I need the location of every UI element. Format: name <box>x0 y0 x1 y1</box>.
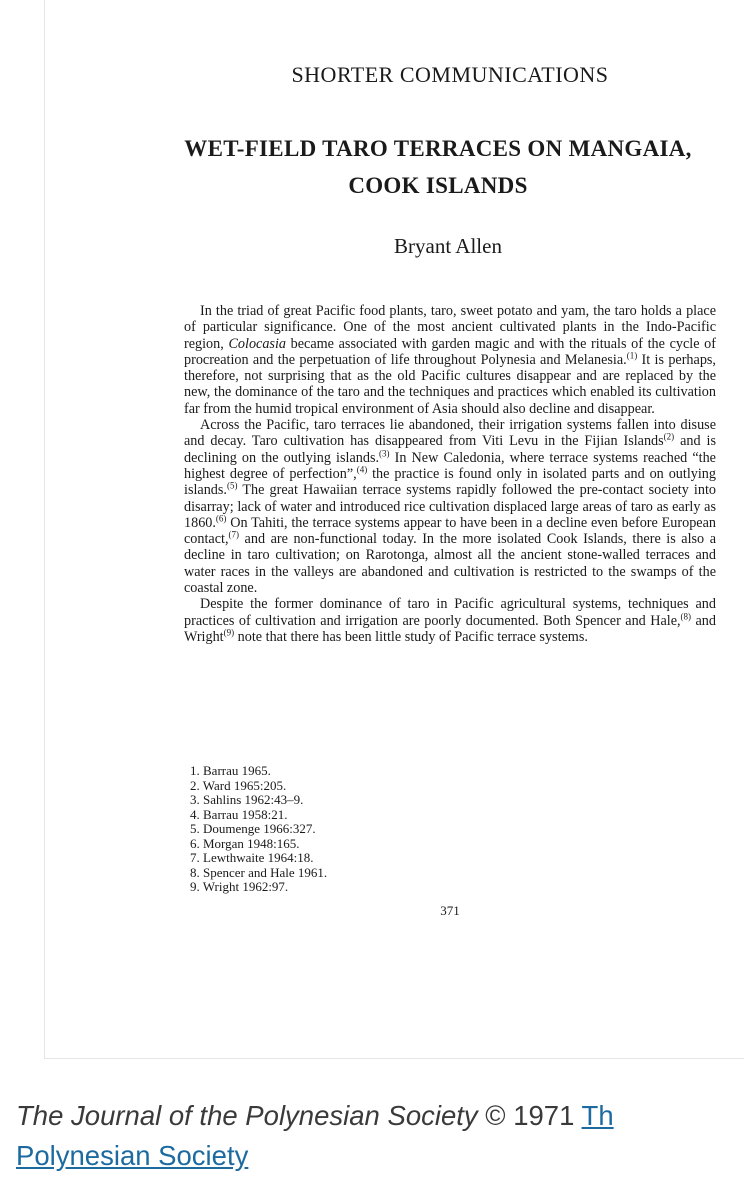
p1-text-c: It is perhaps, therefore, not surprising that as the old Pacific cultures disappear and are replaced by the new, the dominance of the taro and the techniques and practices which enabled its cultivation far from the humid tropical environment of Asia should also decline and disappear. <box>184 351 716 417</box>
title-line-2: COOK ISLANDS <box>348 173 528 198</box>
footnote-ref-6: (6) <box>215 513 227 524</box>
p2-text-c: In New Caledonia, where terrace systems reached “the highest degree of perfection”, <box>184 449 716 482</box>
footnote-ref-9: (9) <box>223 627 235 638</box>
footnote-item: 6. Morgan 1948:165. <box>190 835 300 851</box>
p2-text-a: Across the Pacific, taro terraces lie abandoned, their irrigation systems fallen into disuse and decay. Taro cultivation has disappeared from Viti Levu in the Fijian Islands <box>184 417 716 450</box>
paragraph-1 <box>184 303 716 417</box>
image-caption <box>16 1096 744 1176</box>
p3-text-c: note that there has been little study of Pacific terrace systems. <box>234 628 588 645</box>
footnote-item: 9. Wright 1962:97. <box>190 879 289 894</box>
p2-text-f: On Tahiti, the terrace systems appear to have been in a decline even before European contact, <box>184 514 716 548</box>
footnote-ref-4: (4) <box>356 464 368 475</box>
footnote-item: 4. Barrau 1958:21. <box>190 806 288 822</box>
p2-text-g: and are non-functional today. In the more isolated Cook Islands, there is also a decline in taro cultivation; on Rarotonga, almost all the ancient stone-walled terraces and water races in the valleys are abandoned and cultivation is restricted to the swamps of the coastal zone. <box>184 531 716 597</box>
title-line-1: WET-FIELD TARO TERRACES ON MANGAIA, <box>184 136 692 161</box>
footnote-item: 7. Lewthwaite 1964:18. <box>190 850 314 865</box>
paragraph-3 <box>184 596 716 645</box>
page-number: 371 <box>440 903 460 918</box>
p1-text-b: became associated with garden magic and with the rituals of the cycle of procreation and the perpetuation of life throughout Polynesia and Melanesia. <box>184 335 716 368</box>
footnote-ref-7: (7) <box>228 529 240 540</box>
p2-text-e: The great Hawaiian terrace systems rapidly followed the pre-contact society into disarray; lack of water and introduced rice cultivation displaced large areas of taro as early as 1860. <box>184 482 716 531</box>
footnote-item: 8. Spencer and Hale 1961. <box>190 864 328 880</box>
article-body <box>184 303 716 645</box>
footnote-ref-5: (5) <box>226 480 238 491</box>
publisher-link-part-1: Th <box>581 1100 614 1131</box>
p1-text-a: In the triad of great Pacific food plants, taro, sweet potato and yam, the taro holds a place of particular significance. One of the most ancient cultivated plants in the Indo-Pacific region, <box>184 303 716 352</box>
footnote-item: 3. Sahlins 1962:43–9. <box>190 792 304 807</box>
footnote-item: 1. Barrau 1965. <box>190 763 271 778</box>
p2-text-d: the practice is found only in isolated parts and on outlying islands. <box>184 465 716 499</box>
publisher-link-part-2: Polynesian Society <box>16 1140 249 1171</box>
p2-text-b: and is declining on the outlying islands. <box>184 433 716 466</box>
paragraph-2 <box>184 417 716 596</box>
p3-text-b: and Wright <box>184 612 716 645</box>
article-title <box>158 130 718 204</box>
footnote-ref-8: (8) <box>680 610 692 621</box>
section-heading: SHORTER COMMUNICATIONS <box>291 62 609 87</box>
author-name: Bryant Allen <box>394 234 502 258</box>
p1-italic-genus: Colocasia <box>228 335 286 352</box>
footnote-list <box>190 764 490 895</box>
footnote-item: 5. Doumenge 1966:327. <box>190 821 316 836</box>
copyright-text: © 1971 <box>477 1100 582 1131</box>
footnote-ref-3: (3) <box>379 447 390 458</box>
footnote-ref-1: (1) <box>626 350 638 361</box>
footnote-ref-2: (2) <box>663 431 675 442</box>
footnote-item: 2. Ward 1965:205. <box>190 777 287 793</box>
p3-text-a: Despite the former dominance of taro in Pacific agricultural systems, techniques and practices of cultivation and irrigation are poorly documented. Both Spencer and Hale, <box>184 596 716 629</box>
journal-name: The Journal of the Polynesian Society <box>16 1100 478 1131</box>
